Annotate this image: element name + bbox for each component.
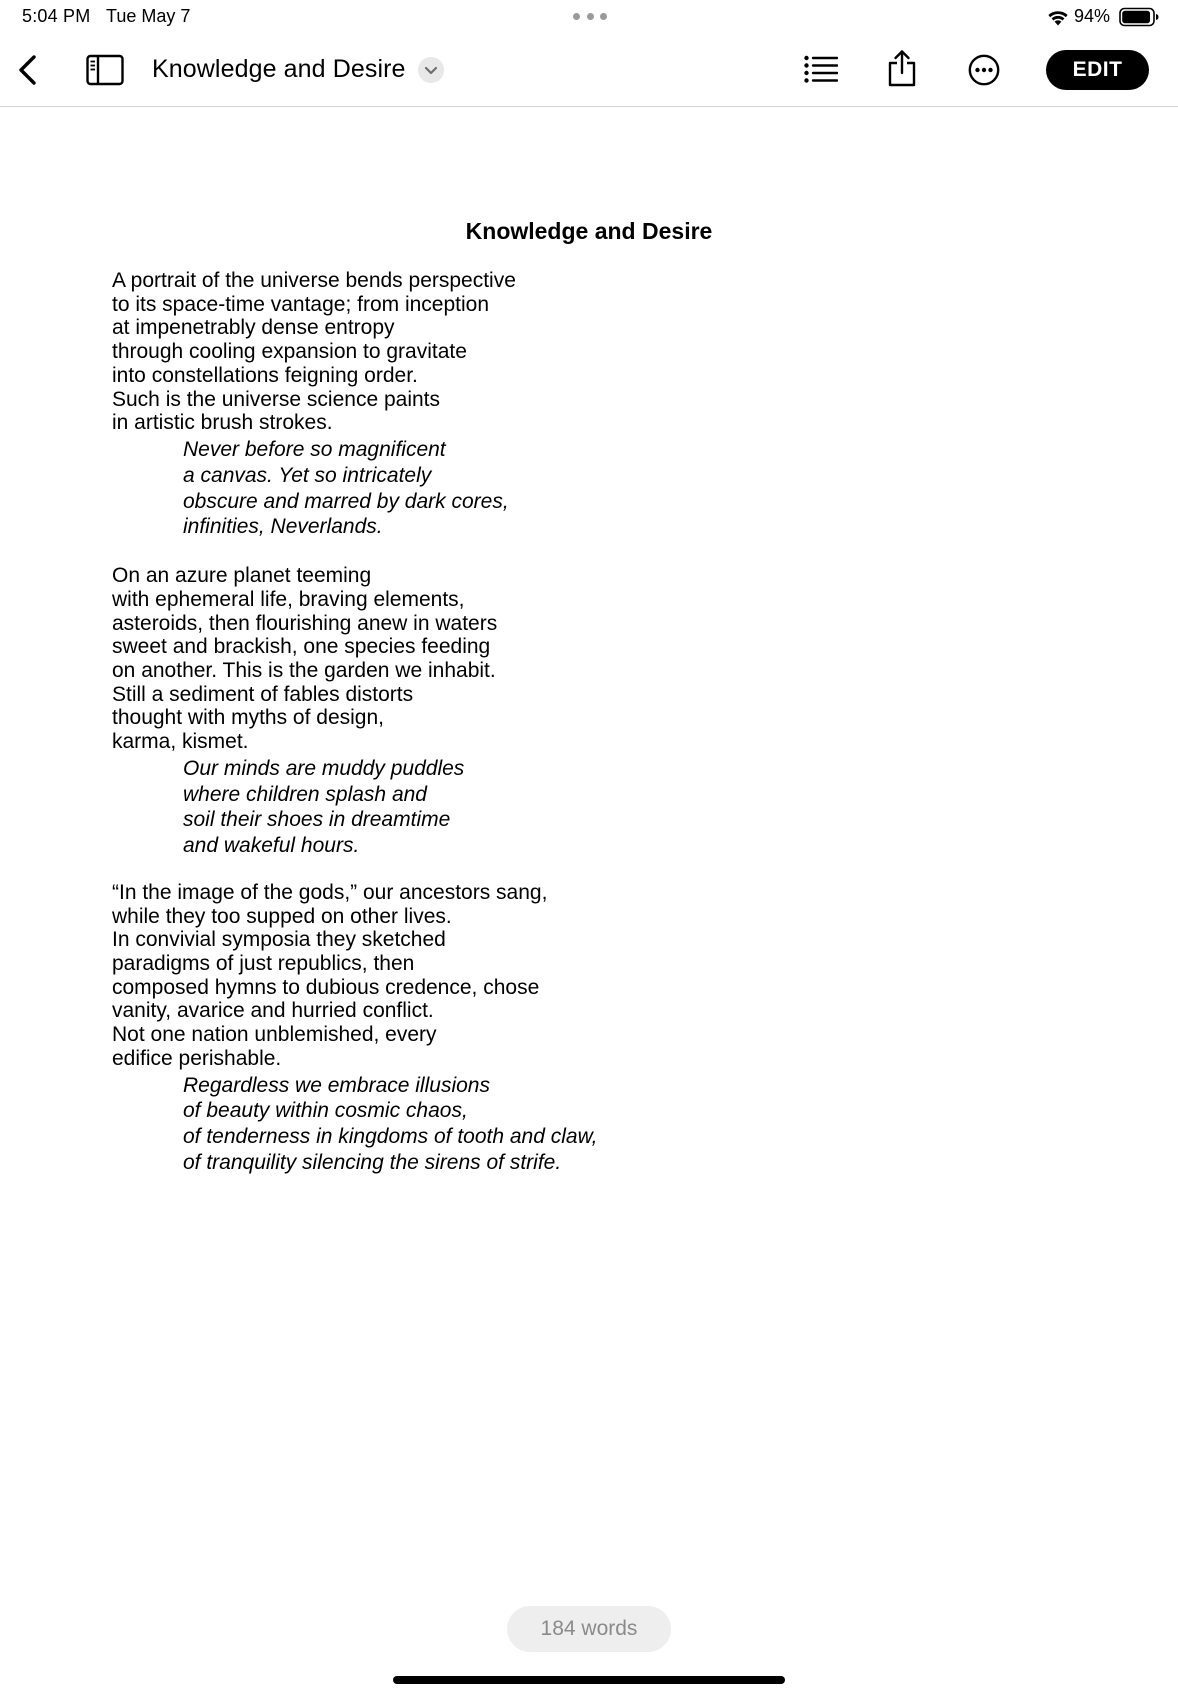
battery-icon bbox=[1119, 7, 1159, 27]
refrain-line: a canvas. Yet so intricately bbox=[183, 463, 432, 487]
poem-body bbox=[112, 269, 912, 1176]
poem-line: to its space-time vantage; from inception bbox=[112, 292, 490, 316]
poem-line: In convivial symposia they sketched bbox=[112, 928, 446, 952]
chevron-down-icon[interactable] bbox=[418, 57, 444, 83]
poem-line: while they too supped on other lives. bbox=[112, 904, 452, 928]
poem-line: A portrait of the universe bends perspective bbox=[112, 269, 516, 292]
refrain-3 bbox=[183, 1073, 912, 1176]
poem-line: sweet and brackish, one species feeding bbox=[112, 635, 491, 659]
home-indicator[interactable] bbox=[393, 1676, 785, 1684]
refrain-line: Our minds are muddy puddles bbox=[183, 756, 465, 780]
poem-line: Still a sediment of fables distorts bbox=[112, 682, 414, 706]
poem-line: Not one nation unblemished, every bbox=[112, 1023, 437, 1047]
poem-line: “In the image of the gods,” our ancestors sang, bbox=[112, 880, 548, 904]
battery-percent: 94% bbox=[1074, 6, 1111, 26]
poem-line: thought with myths of design, bbox=[112, 706, 384, 730]
refrain-line: soil their shoes in dreamtime bbox=[183, 808, 451, 832]
poem-line: paradigms of just republics, then bbox=[112, 952, 415, 976]
multitasking-dots-icon[interactable] bbox=[573, 13, 607, 21]
refrain-line: where children splash and bbox=[183, 782, 427, 806]
refrain-line: and wakeful hours. bbox=[183, 834, 360, 858]
poem-line: with ephemeral life, braving elements, bbox=[112, 587, 465, 611]
poem-line: Such is the universe science paints bbox=[112, 387, 441, 411]
refrain-2 bbox=[183, 756, 912, 859]
refrain-line: Regardless we embrace illusions bbox=[183, 1073, 490, 1097]
refrain-1 bbox=[183, 437, 912, 540]
poem-line: at impenetrably dense entropy bbox=[112, 316, 395, 340]
refrain-line: infinities, Neverlands. bbox=[183, 515, 383, 539]
status-time: 5:04 PM bbox=[22, 6, 91, 26]
poem-line: through cooling expansion to gravitate bbox=[112, 340, 467, 364]
ellipsis-circle-icon[interactable] bbox=[968, 54, 1000, 86]
poem-line: karma, kismet. bbox=[112, 730, 249, 754]
refrain-line: of tranquility silencing the sirens of strife. bbox=[183, 1150, 562, 1174]
refrain-line: obscure and marred by dark cores, bbox=[183, 489, 509, 513]
poem-line: On an azure planet teeming bbox=[112, 564, 372, 588]
status-bar bbox=[0, 0, 1178, 34]
poem-line: into constellations feigning order. bbox=[112, 363, 418, 387]
poem-line: composed hymns to dubious credence, chose bbox=[112, 975, 540, 999]
sidebar-icon[interactable] bbox=[86, 54, 124, 86]
refrain-line: of tenderness in kingdoms of tooth and claw, bbox=[183, 1125, 598, 1149]
stanza-3 bbox=[112, 881, 912, 1176]
document-title-menu[interactable]: Knowledge and Desire bbox=[152, 55, 406, 83]
poem-line: asteroids, then flourishing anew in waters bbox=[112, 611, 498, 635]
refrain-line: of beauty within cosmic chaos, bbox=[183, 1099, 468, 1123]
navigation-bar bbox=[0, 34, 1178, 107]
edit-button[interactable]: EDIT bbox=[1046, 50, 1149, 90]
wifi-icon bbox=[1046, 8, 1070, 26]
page-title: Knowledge and Desire bbox=[465, 218, 713, 244]
poem-line: edifice perishable. bbox=[112, 1046, 282, 1070]
poem-line: in artistic brush strokes. bbox=[112, 411, 333, 435]
refrain-line: Never before so magnificent bbox=[183, 437, 446, 461]
poem-line: on another. This is the garden we inhabit. bbox=[112, 658, 496, 682]
share-icon[interactable] bbox=[887, 49, 917, 87]
word-count-badge[interactable]: 184 words bbox=[507, 1606, 671, 1652]
stanza-2 bbox=[112, 564, 912, 859]
status-date: Tue May 7 bbox=[106, 6, 191, 26]
chevron-left-icon[interactable] bbox=[14, 52, 42, 88]
list-icon[interactable] bbox=[804, 54, 838, 84]
stanza-1 bbox=[112, 269, 912, 540]
poem-line: vanity, avarice and hurried conflict. bbox=[112, 999, 434, 1023]
